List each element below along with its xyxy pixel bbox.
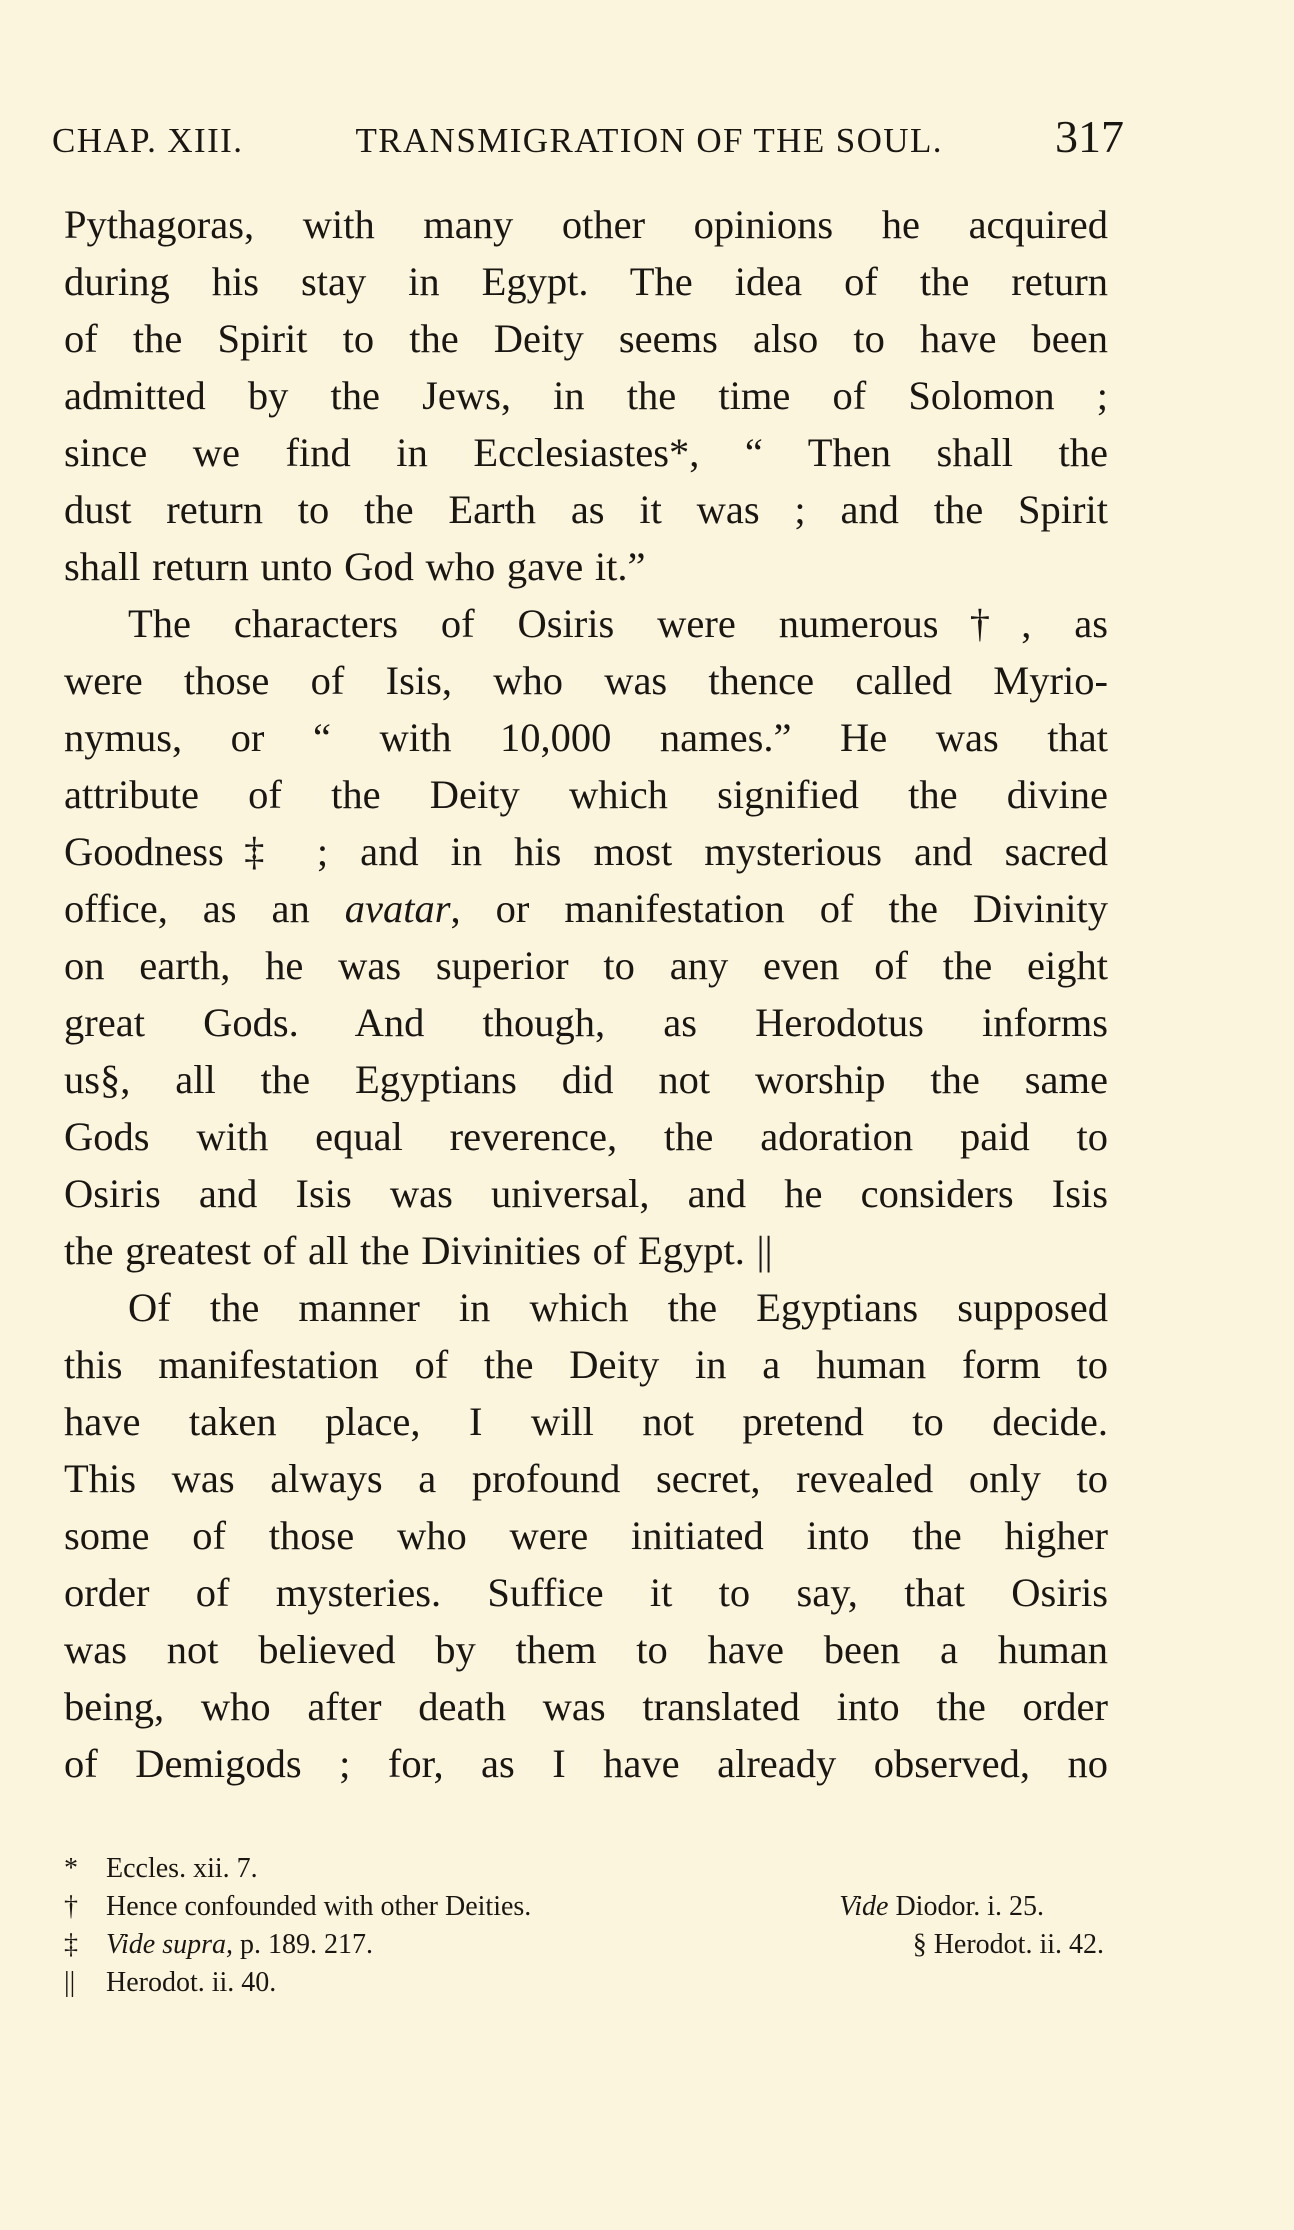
footnote-reference: Diodor. i. 25.	[895, 1891, 1044, 1922]
text-line: Pythagoras, with many other opinions he acquired	[64, 202, 1108, 247]
text-line: admitted by the Jews, in the time of Solomon ;	[64, 373, 1108, 418]
page-number: 317	[1055, 111, 1124, 162]
text-segment: office, as an	[64, 886, 310, 931]
running-title: TRANSMIGRATION OF THE SOUL.	[355, 121, 943, 160]
text-line: Gods with equal reverence, the adoration paid to	[64, 1114, 1108, 1159]
footnote-mark: §	[912, 1929, 927, 1960]
footnote-mark: †	[64, 1891, 78, 1922]
text-line: of Demigods ; for, as I have already observed, no	[64, 1741, 1108, 1786]
text-line: shall return unto God who gave it.”	[64, 544, 646, 589]
text-line: Osiris and Isis was universal, and he considers Isis	[64, 1171, 1108, 1216]
text-line: This was always a profound secret, revealed only to	[64, 1456, 1108, 1501]
text-line-italic-term	[64, 880, 1108, 937]
footnote-text: Eccles. xii. 7.	[106, 1853, 258, 1884]
text-line: this manifestation of the Deity in a human form to	[64, 1342, 1108, 1387]
footnote-mark: ‡	[64, 1929, 78, 1960]
footnote-text: Hence confounded with other Deities.	[106, 1891, 532, 1922]
text-line: being, who after death was translated into the order	[64, 1684, 1108, 1729]
italic-term: avatar	[344, 886, 451, 931]
footnote-1	[64, 1850, 1104, 1888]
text-line: have taken place, I will not pretend to decide.	[64, 1399, 1108, 1444]
footnote-reference: p. 189. 217.	[240, 1929, 374, 1960]
running-header	[52, 110, 1124, 170]
text-line: some of those who were initiated into the higher	[64, 1513, 1108, 1558]
text-line: were those of Isis, who was thence called Myrio-	[64, 658, 1108, 703]
text-line: nymus, or “ with 10,000 names.” He was that	[64, 715, 1108, 760]
footnote-mark: ||	[64, 1967, 76, 1998]
paragraph-start-line: The characters of Osiris were numerous†, as	[128, 601, 1108, 646]
text-line: the greatest of all the Divinities of Egypt. ||	[64, 1228, 773, 1273]
text-line: us§, all the Egyptians did not worship the same	[64, 1057, 1108, 1102]
paragraph-start-line: Of the manner in which the Egyptians supposed	[128, 1285, 1108, 1330]
footnote-vide: Vide supra,	[106, 1929, 234, 1960]
text-line: dust return to the Earth as it was ; and the Spirit	[64, 487, 1108, 532]
text-line: Goodness‡ ; and in his most mysterious and sacred	[64, 829, 1108, 874]
text-line: attribute of the Deity which signified the divine	[64, 772, 1108, 817]
text-line: order of mysteries. Suffice it to say, that Osiris	[64, 1570, 1108, 1615]
footnotes	[64, 1850, 1104, 2002]
text-line: of the Spirit to the Deity seems also to have been	[64, 316, 1108, 361]
text-line: was not believed by them to have been a human	[64, 1627, 1108, 1672]
chapter-label: CHAP. XIII.	[52, 121, 244, 160]
text-line: great Gods. And though, as Herodotus informs	[64, 1000, 1108, 1045]
footnote-3-4	[64, 1926, 1104, 1964]
body-text	[64, 196, 1108, 1792]
footnote-reference: Herodot. ii. 40.	[106, 1967, 277, 1998]
text-line: since we find in Ecclesiastes*, “ Then shall the	[64, 430, 1108, 475]
text-line: on earth, he was superior to any even of the eight	[64, 943, 1108, 988]
footnote-5	[64, 1964, 1104, 2002]
text-segment: , or manifestation of the Divinity	[450, 886, 1108, 931]
text-line: during his stay in Egypt. The idea of the return	[64, 259, 1108, 304]
footnote-2	[64, 1888, 1104, 1926]
footnote-mark: *	[64, 1853, 78, 1884]
footnote-vide: Vide	[839, 1891, 889, 1922]
footnote-reference: Herodot. ii. 42.	[933, 1929, 1104, 1960]
